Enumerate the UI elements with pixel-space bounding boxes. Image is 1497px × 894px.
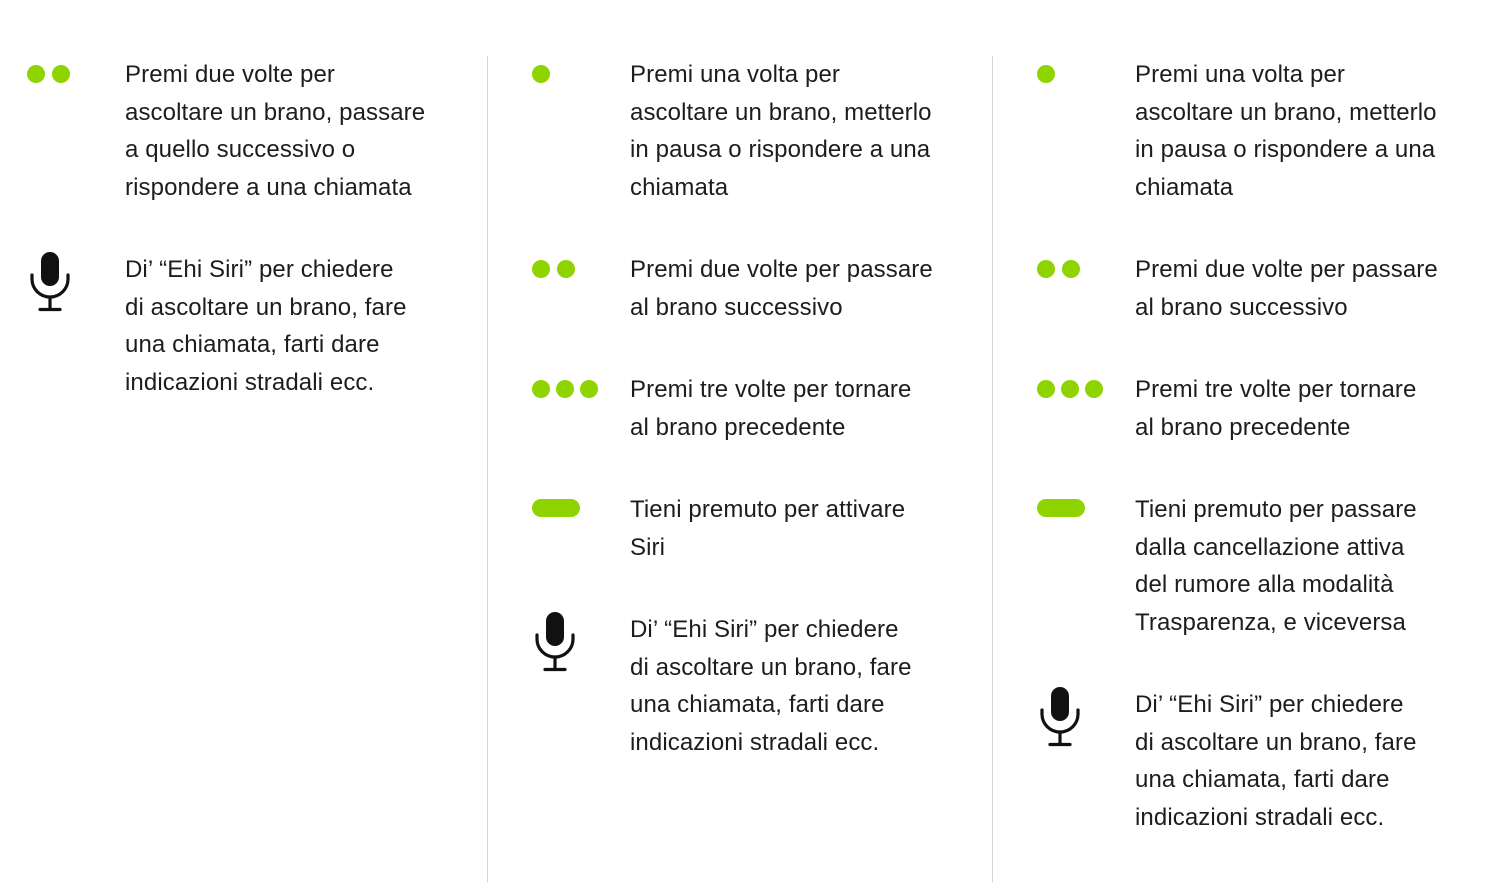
double-dot-icon [532,251,622,291]
column-divider [992,56,993,882]
triple-dot-icon [532,371,622,411]
microphone-icon [27,251,117,291]
column-divider [487,56,488,882]
long-press-icon [1037,491,1127,531]
single-dot-icon [1037,56,1127,96]
instruction-text: Di’ “Ehi Siri” per chiedere di ascoltare un brano, fare una chiamata, farti dare indicazioni stradali ecc. [1135,691,1417,831]
instruction-text: Di’ “Ehi Siri” per chiedere di ascoltare un brano, fare una chiamata, farti dare indicazioni stradali ecc. [125,256,407,396]
triple-dot-icon [1037,371,1127,411]
instruction-text: Di’ “Ehi Siri” per chiedere di ascoltare un brano, fare una chiamata, farti dare indicazioni stradali ecc. [630,616,912,756]
instruction-text: Premi tre volte per tornare al brano precedente [1135,376,1417,441]
instruction-text: Premi due volte per ascoltare un brano, passare a quello successivo o rispondere a una chiamata [125,61,426,201]
microphone-icon [532,611,622,651]
instruction-text: Premi una volta per ascoltare un brano, metterlo in pausa o rispondere a una chiamata [630,61,932,201]
instruction-text: Premi tre volte per tornare al brano precedente [630,376,912,441]
instruction-text: Premi una volta per ascoltare un brano, metterlo in pausa o rispondere a una chiamata [1135,61,1437,201]
microphone-icon [1037,686,1127,726]
single-dot-icon [532,56,622,96]
double-dot-icon [27,56,117,96]
instruction-text: Premi due volte per passare al brano successivo [630,256,933,321]
double-dot-icon [1037,251,1127,291]
instruction-text: Premi due volte per passare al brano successivo [1135,256,1438,321]
instruction-text: Tieni premuto per passare dalla cancellazione attiva del rumore alla modalità Trasparenza, e viceversa [1135,496,1417,636]
long-press-icon [532,491,622,531]
instruction-text: Tieni premuto per attivare Siri [630,496,906,561]
